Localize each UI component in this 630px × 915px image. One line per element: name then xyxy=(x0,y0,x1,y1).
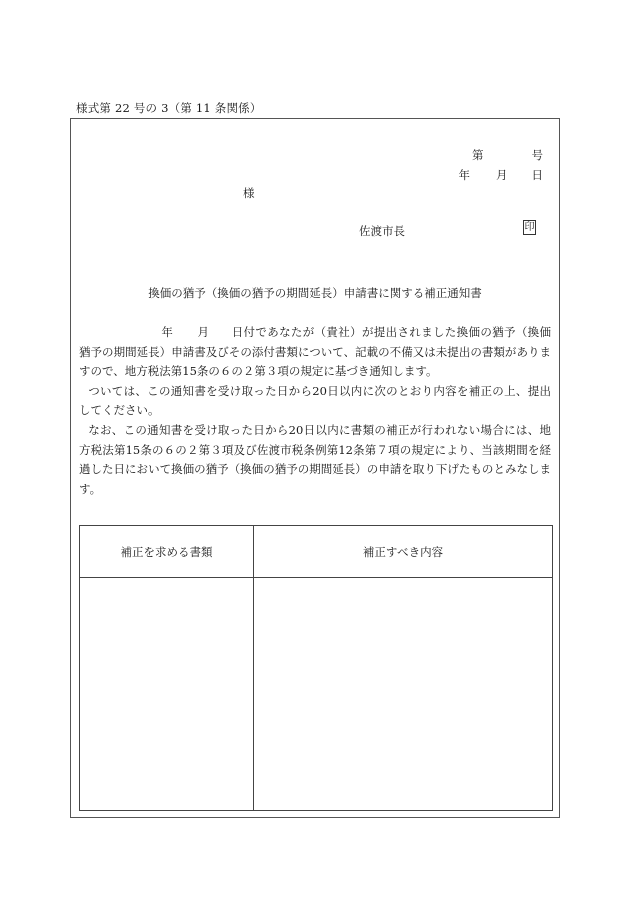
document-number-line xyxy=(472,147,543,163)
notice-paragraph-2: ついては、この通知書を受け取った日から20日以内に次のとおり内容を補正の上、提出してください。 xyxy=(79,383,551,418)
header-documents-to-correct: 補正を求める書類 xyxy=(80,526,254,578)
form-number-label: 様式第 22 号の 3（第 11 条関係） xyxy=(76,101,262,115)
seal-mark: 印 xyxy=(524,222,535,233)
table-row xyxy=(80,578,553,811)
header-correction-content: 補正すべき内容 xyxy=(254,526,553,578)
correction-content-cell[interactable] xyxy=(254,578,553,811)
document-title: 換価の猶予（換価の猶予の期間延長）申請書に関する補正通知書 xyxy=(148,286,482,300)
notice-paragraph-1-text: 日付であなたが（貴社）が提出されました換価の猶予（換価猶予の期間延長）申請書及びその添付書類について、記載の不備又は未提出の書類がありますので、地方税法第15条の６の２第３項の規定に基づき通知します。 xyxy=(79,325,552,379)
issue-date-line xyxy=(459,167,544,183)
correction-table xyxy=(79,525,553,811)
issue-date-month: 月 xyxy=(496,168,508,182)
issuer-name: 佐渡市長 xyxy=(359,224,405,238)
correction-table-header xyxy=(80,526,553,578)
document-number-suffix: 号 xyxy=(531,148,543,162)
issue-date-year: 年 xyxy=(458,168,470,182)
addressee-suffix: 様 xyxy=(243,186,255,200)
document-frame xyxy=(70,118,560,818)
notice-date-year: 年 xyxy=(161,325,174,339)
notice-body xyxy=(79,323,551,499)
issue-date-day: 日 xyxy=(531,168,543,182)
document-number-prefix: 第 xyxy=(472,148,484,162)
notice-date-month: 月 xyxy=(197,325,210,339)
notice-paragraph-3: なお、この通知書を受け取った日から20日以内に書類の補正が行われない場合には、地方税法第15条の６の２第３項及び佐渡市税条例第12条第７項の規定により、当該期間を経過した日において換価の猶予（換価の猶予の期間延長）の申請を取り下げたものとみなします。 xyxy=(79,422,551,496)
documents-to-correct-cell[interactable] xyxy=(80,578,254,811)
notice-paragraph-1 xyxy=(79,323,551,382)
